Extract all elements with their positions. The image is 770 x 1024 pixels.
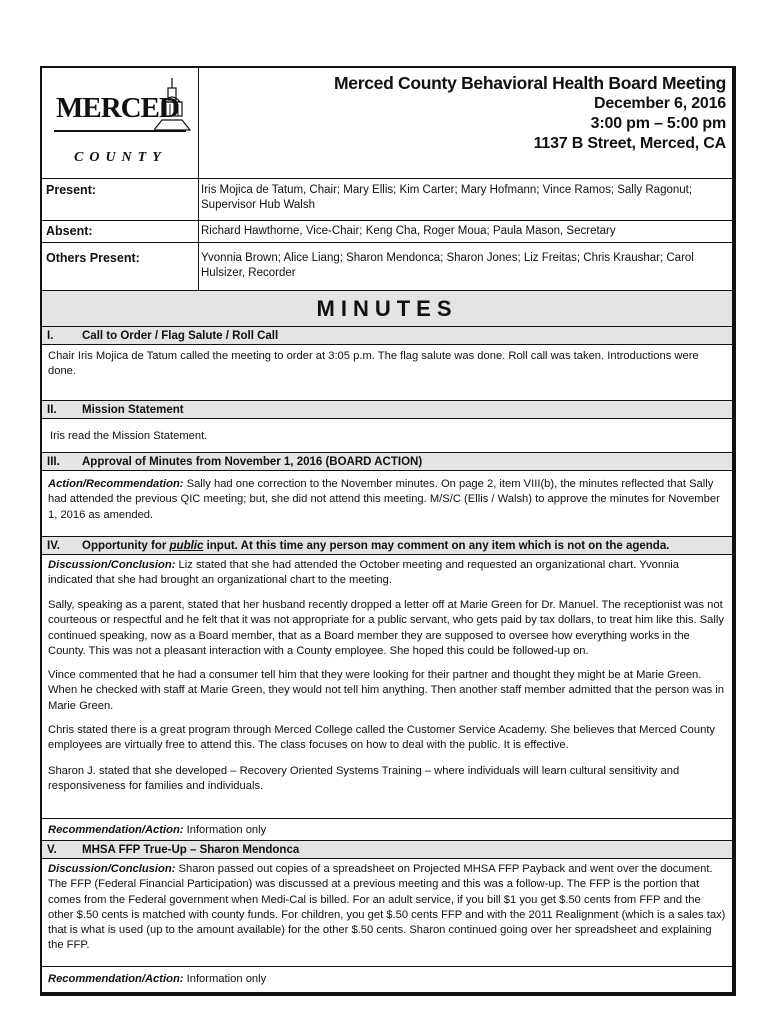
meeting-time: 3:00 pm – 5:00 pm [590,115,726,132]
paragraph-text: Sharon passed out copies of a spreadsheet on Projected MHSA FFP Payback and went over the document. The FFP (Federal Financial Participation) was discussed at a previous meeting and this was a follow-up. The FFP is the portion that comes from the Federal government when Medi-Cal is billed. For an adult service, if you bill $1 you get $.50 cents from FFP and the other $.50 cents is matched with county funds. For children, you get $.50 cents FFP and with the 2011 Realignment (which is a sales tax) that is what is used (up to the amount available) for the other $.50 cents. Sharon continued going over her spreadsheet and explaining the FFP. [48,863,726,952]
section-4-body [42,554,732,818]
section-1-body [42,344,732,394]
recommendation-text: Information only [183,824,267,836]
section-5-header [42,840,732,859]
paragraph: Chris stated there is a great program through Merced College called the Customer Service Academy. She believes that Merced County employees are virtually free to attend this. The class focuses on how to deal with the public. It is effective. [48,724,716,752]
minutes-heading: MINUTES [42,290,732,327]
merced-county-logo [42,68,199,178]
paragraph: Sharon J. stated that she developed – Recovery Oriented Systems Training – where individuals will learn cultural sensitivity and responsiveness for families and individuals. [48,765,680,793]
title-part: input. At this time any person may comment on any item which is not on the agenda. [203,540,670,552]
meeting-date: December 6, 2016 [593,95,726,112]
present-row [42,178,732,220]
section-4-header [42,536,732,555]
section-title: Approval of Minutes from November 1, 2016 (BOARD ACTION) [82,456,423,468]
absent-row [42,220,732,242]
logo-county-text: COUNTY [74,150,167,165]
absent-value: Richard Hawthorne, Vice-Chair; Keng Cha, Roger Moua; Paula Mason, Secretary [201,225,616,237]
logo-rule [54,130,186,132]
section-title: Call to Order / Flag Salute / Roll Call [82,330,279,342]
paragraph [48,972,726,987]
discussion-lead: Discussion/Conclusion: [48,559,176,571]
present-label: Present: [46,183,97,197]
section-4-recommendation [42,818,732,840]
paragraph: Iris read the Mission Statement. [50,430,208,442]
others-present-row [42,242,732,290]
section-3-body [42,470,732,536]
paragraph [48,558,726,589]
meeting-header [334,72,726,154]
paragraph: Chair Iris Mojica de Tatum called the meeting to order at 3:05 p.m. The flag salute was done. Roll call was taken. Introductions were done. [48,350,699,378]
section-title [82,537,669,555]
section-2-body [42,418,732,452]
paragraph: Sally, speaking as a parent, stated that her husband recently dropped a letter off at Marie Green for Dr. Manuel. The receptionist was not courteous or respectful and he felt that it was not appropriate for a public servant, who gets paid by tax dollars, to treat him like this. Sally continued speaking, now as a Board member, that as a Board member they are supposed to oversee how everything works in the County. This was not a pleasant interaction with a County employee. She hoped this could be followed-up on. [48,599,724,657]
discussion-lead: Discussion/Conclusion: [48,863,176,875]
action-text: Sally had one correction to the November minutes. On page 2, item VIII(b), the minutes reflected that Sally had attended the previous QIC meeting; but, she did not attend this meeting. M/S/C (Ellis / Walsh) to approve the minutes for November 1, 2016 as amended. [48,478,720,521]
section-1-header [42,326,732,345]
section-2-header [42,400,732,419]
section-5-body [42,858,732,966]
section-title: Mission Statement [82,404,184,416]
paragraph [48,477,726,523]
absent-label: Absent: [46,224,93,238]
section-number: III. [47,456,60,468]
section-number: V. [47,844,57,856]
present-value: Iris Mojica de Tatum, Chair; Mary Ellis; Kim Carter; Mary Hofmann; Vince Ramos; Sally Ragonut; Supervisor Hub Walsh [201,184,693,211]
meeting-title: Merced County Behavioral Health Board Meeting [334,73,726,93]
others-present-value: Yvonnia Brown; Alice Liang; Sharon Mendonca; Sharon Jones; Liz Freitas; Chris Kraushar; Carol Hulsizer, Recorder [201,252,694,279]
section-number: I. [47,330,54,342]
logo-wordmark: MERCED [56,92,179,124]
paragraph-text: Liz stated that she had attended the October meeting and requested an organizational chart. Yvonnia indicated that she had brought an organizational chart to the meeting. [48,559,680,587]
section-title: MHSA FFP True-Up – Sharon Mendonca [82,844,300,856]
title-part: Opportunity for [82,540,170,552]
courthouse-icon [154,74,194,134]
recommendation-lead: Recommendation/Action: [48,973,184,985]
recommendation-lead: Recommendation/Action: [48,824,184,836]
section-5-recommendation [42,966,732,994]
minutes-document [40,66,736,996]
meeting-address: 1137 B Street, Merced, CA [533,135,726,152]
others-present-label: Others Present: [46,251,140,265]
recommendation-text: Information only [183,973,267,985]
column-divider [198,178,199,290]
paragraph [48,862,726,954]
paragraph [48,823,726,838]
action-lead: Action/Recommendation: [48,478,184,490]
section-3-header [42,452,732,471]
paragraph: Vince commented that he had a consumer tell him that they were looking for their partner and thought they might be at Marie Green. When he checked with staff at Marie Green, they would not tell him anything. Then another staff member admitted that the person was in Marie Green. [48,669,724,712]
section-number: II. [47,404,57,416]
section-number: IV. [47,540,61,552]
title-emphasis: public [169,540,204,552]
